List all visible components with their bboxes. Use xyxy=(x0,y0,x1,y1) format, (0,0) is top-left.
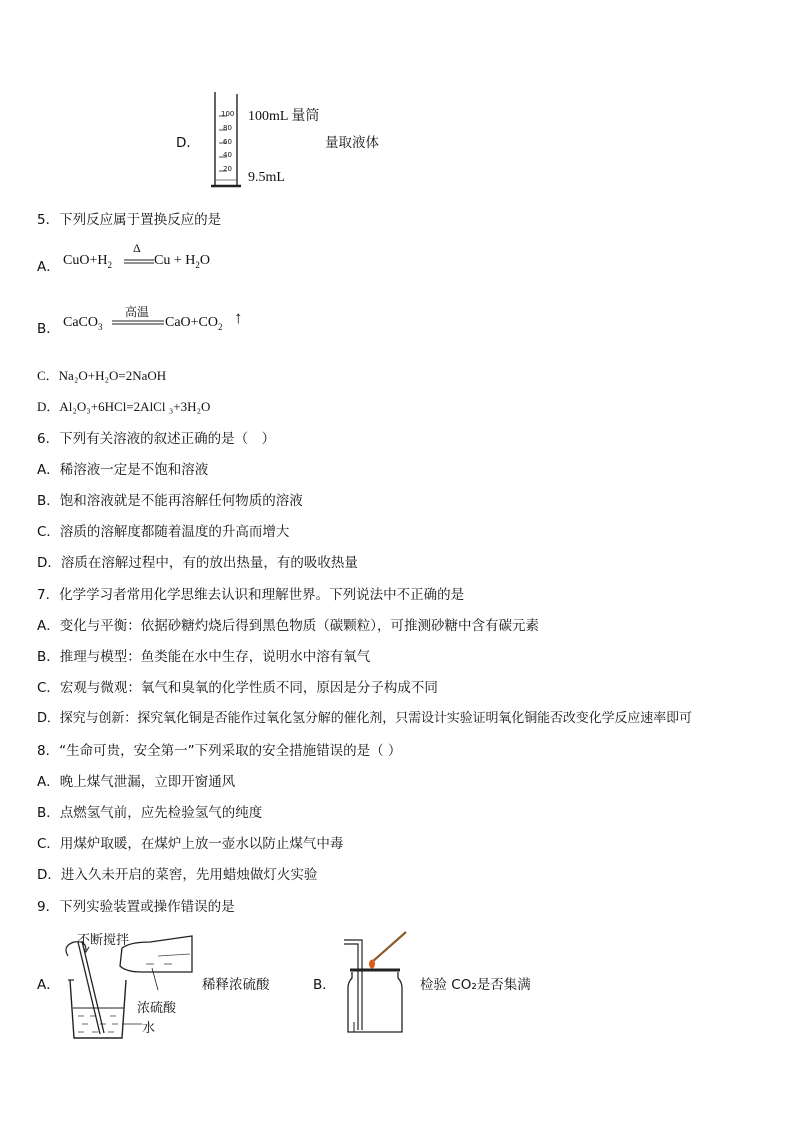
q5-a-lhs: CuO+H xyxy=(63,253,108,268)
q5-b-equals-sign xyxy=(112,320,164,326)
stir-label: 不断搅拌 xyxy=(77,933,130,948)
q8-option-a[interactable]: A．晚上煤气泄漏，立即开窗通风 xyxy=(37,774,236,790)
cylinder-tick-40: 40 xyxy=(223,151,232,159)
q6-option-a[interactable]: A．稀溶液一定是不饱和溶液 xyxy=(37,462,209,478)
q5-b-rhs-sub: 2 xyxy=(218,321,223,332)
q9-option-a-letter[interactable]: A． xyxy=(37,977,60,993)
q5-a-rhs-sub: 2 xyxy=(195,259,200,270)
q5-a-rhs-tail: O xyxy=(199,253,210,268)
q6-option-b[interactable]: B．饱和溶液就是不能再溶解任何物质的溶液 xyxy=(37,493,303,509)
q9-option-b-caption: 检验 CO₂是否集满 xyxy=(420,977,531,993)
q7-option-c[interactable]: C．宏观与微观：氧气和臭氧的化学性质不同，原因是分子构成不同 xyxy=(37,680,438,696)
q7-option-d[interactable]: D．探究与创新：探究氧化铜是否能作过氧化氢分解的催化剂，只需设计实验证明氧化铜能否改变化学反应速率即可 xyxy=(37,711,692,726)
gas-bottle-figure xyxy=(330,926,420,1038)
cylinder-reading: 9.5mL xyxy=(248,170,285,185)
cylinder-action: 量取液体 xyxy=(325,135,379,151)
q5-option-d[interactable]: D．Al₂O₃+6HCl=2AlCl ₃+3H₂O xyxy=(37,399,211,414)
q8-option-c[interactable]: C．用煤炉取暖，在煤炉上放一壶水以防止煤气中毒 xyxy=(37,836,344,852)
cylinder-tick-20: 20 xyxy=(223,165,232,173)
q9-stem: 9．下列实验装置或操作错误的是 xyxy=(37,899,235,915)
q9-option-a-caption: 稀释浓硫酸 xyxy=(202,977,270,993)
q7-option-a[interactable]: A．变化与平衡：依据砂糖灼烧后得到黑色物质（碳颗粒），可推测砂糖中含有碳元素 xyxy=(37,618,539,634)
q5-a-condition: Δ xyxy=(133,241,141,255)
q8-option-b[interactable]: B．点燃氢气前，应先检验氢气的纯度 xyxy=(37,805,263,821)
acid-label: 浓硫酸 xyxy=(137,1001,177,1016)
q5-b-condition: 高温 xyxy=(125,305,150,319)
q5-b-rhs: CaO+CO xyxy=(165,315,219,330)
q7-stem: 7．化学学习者常用化学思维去认识和理解世界。下列说法中不正确的是 xyxy=(37,587,465,603)
q5-b-letter: B． xyxy=(37,321,60,337)
q6-option-c[interactable]: C．溶质的溶解度都随着温度的升高而增大 xyxy=(37,524,290,540)
q5-a-lhs-sub: 2 xyxy=(107,259,112,270)
q5-option-c[interactable]: C．Na₂O+H₂O=2NaOH xyxy=(37,368,167,383)
q5-b-lhs-sub: 3 xyxy=(98,321,103,332)
q6-option-d[interactable]: D．溶质在溶解过程中，有的放出热量，有的吸收热量 xyxy=(37,555,358,571)
cylinder-tick-100: 100 xyxy=(221,110,235,118)
q9-option-b-letter[interactable]: B． xyxy=(313,977,336,993)
q5-stem: 5．下列反应属于置换反应的是 xyxy=(37,212,222,228)
water-label: 水 xyxy=(142,1021,156,1036)
q4-option-d-letter: D． xyxy=(176,135,200,151)
q5-a-letter: A． xyxy=(37,259,60,275)
q5-a-rhs: Cu + H xyxy=(154,253,196,268)
cylinder-label: 100mL 量筒 xyxy=(248,109,320,124)
q6-stem: 6．下列有关溶液的叙述正确的是（ ） xyxy=(37,431,276,447)
q5-b-lhs: CaCO xyxy=(63,315,98,330)
q7-option-b[interactable]: B．推理与模型：鱼类能在水中生存，说明水中溶有氧气 xyxy=(37,649,371,665)
q5-a-equals-sign xyxy=(124,259,154,265)
gas-arrow-icon: ↑ xyxy=(234,308,243,327)
q8-stem: 8．“生命可贵，安全第一”下列采取的安全措施错误的是（ ） xyxy=(37,743,402,759)
cylinder-tick-80: 80 xyxy=(223,124,232,132)
cylinder-tick-60: 60 xyxy=(223,138,232,146)
q8-option-d[interactable]: D．进入久未开启的菜窖，先用蜡烛做灯火实验 xyxy=(37,867,318,883)
